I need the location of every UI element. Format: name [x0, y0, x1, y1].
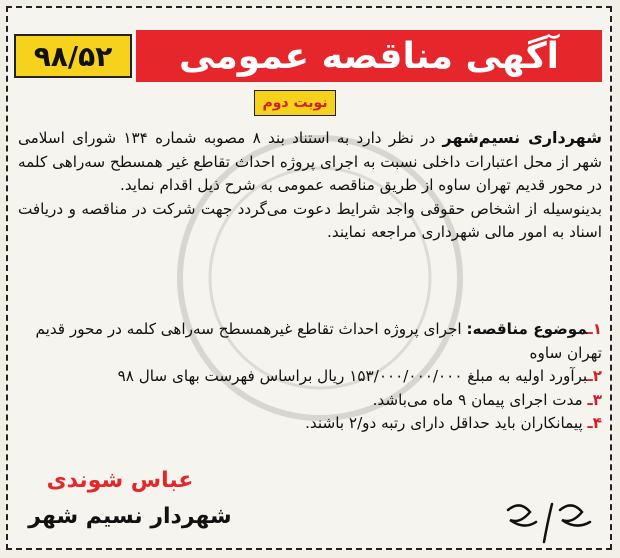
- paragraph-2: بدینوسیله از اشخاص حقوقی واجد شرایط دعوت می‌گردد جهت شرکت در مناقصه و دریافت اسناد به امور مالی شهرداری مراجعه نمایند.: [18, 199, 602, 241]
- ad-code-badge: ۹۸/۵۲: [14, 34, 132, 78]
- item-text: برآورد اولیه به مبلغ ۱۵۳/۰۰۰/۰۰۰/۰۰۰ ریال براساس فهرست بهای سال ۹۸: [117, 367, 588, 385]
- item-number: ۲ـ: [587, 367, 602, 385]
- lead-name: شهرداری نسیم‌شهر: [442, 128, 602, 147]
- paragraph-1-text: در نظر دارد به استناد بند ۸ مصوبه شماره ۱۳۴ شورای اسلامی شهر از محل اعتبارات داخلی نسبت به اجرای پروژه احداث تقاطع غیر همسطح سه‌راهی کلمه در محور قدیم تهران ساوه از طریق مناقصه عمومی به شرح ذیل اقدام نماید.: [18, 129, 602, 194]
- item-number: ۴ـ: [587, 414, 602, 432]
- list-item: [18, 412, 602, 436]
- round-badge: نوبت دوم: [254, 90, 336, 116]
- item-text: مدت اجرای پیمان ۹ ماه می‌باشد.: [372, 390, 588, 409]
- paragraph-1: [18, 126, 602, 198]
- conditions-list: [18, 318, 602, 436]
- ad-title: آگهی مناقصه عمومی: [136, 30, 602, 82]
- ad-header: [14, 30, 604, 82]
- item-text: اجرای پروژه احداث تقاطع غیرهمسطح سه‌راهی کلمه در محور قدیم تهران ساوه: [35, 320, 602, 362]
- signatory-name: عباس شوندی: [46, 468, 194, 493]
- ad-body: [18, 126, 602, 245]
- handwritten-number: [500, 490, 610, 550]
- item-label: موضوع مناقصه:: [466, 320, 588, 338]
- item-number: ۳ـ: [587, 390, 602, 409]
- list-item: [18, 389, 602, 413]
- list-item: [18, 365, 602, 389]
- item-number: ۱ـ: [587, 320, 602, 338]
- item-text: پیمانکاران باید حداقل دارای رتبه دو/۲ باشند.: [305, 414, 588, 432]
- list-item: [18, 318, 602, 365]
- signatory-title: شهردار نسیم شهر: [28, 504, 232, 529]
